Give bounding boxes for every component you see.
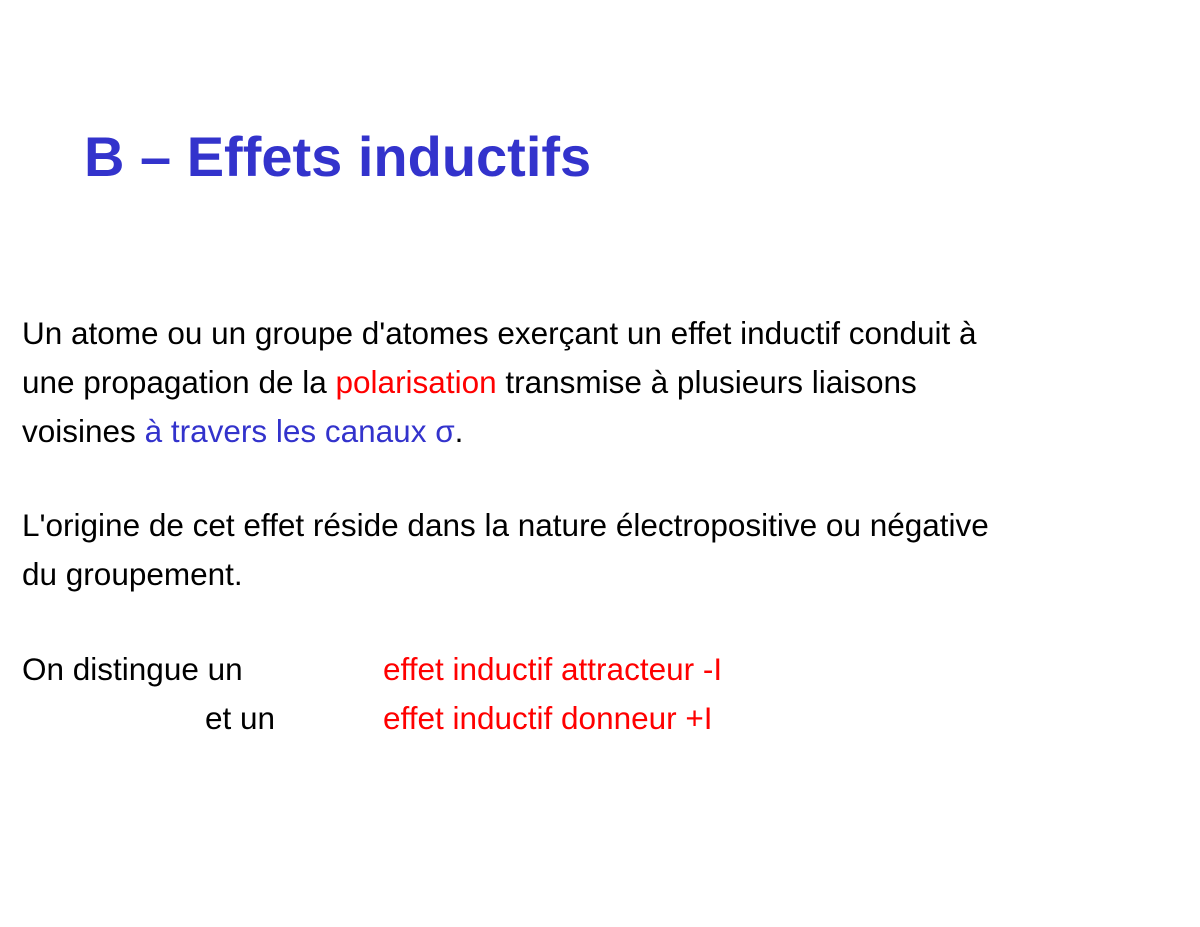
paragraph-line [22,358,977,407]
highlight-polarisation: polarisation [335,364,497,400]
paragraph-line [22,550,989,599]
text-segment: transmise à plusieurs liaisons [496,364,917,400]
slide-title: B – Effets inductifs [84,125,592,188]
paragraph-origin [22,501,989,599]
effect-donneur: effet inductif donneur +I [383,700,713,736]
text-segment: voisines [22,413,145,449]
text-segment: Un atome ou un groupe d'atomes exerçant un effet inductif conduit à [22,315,977,351]
effect-row-lead: On distingue un [22,651,243,687]
paragraph-inductive-propagation [22,309,977,456]
paragraph-line [22,407,977,456]
paragraph-line [22,309,977,358]
highlight-sigma-channels: à travers les canaux σ [144,413,455,449]
effect-attracteur: effet inductif attracteur -I [383,651,723,687]
effect-row-lead: et un [205,700,276,736]
text-segment: une propagation de la [22,364,336,400]
text-segment: . [454,413,464,449]
text-segment: du groupement. [22,556,243,592]
text-segment: L'origine de cet effet réside dans la nature électropositive ou négative [22,507,989,543]
paragraph-line [22,501,989,550]
